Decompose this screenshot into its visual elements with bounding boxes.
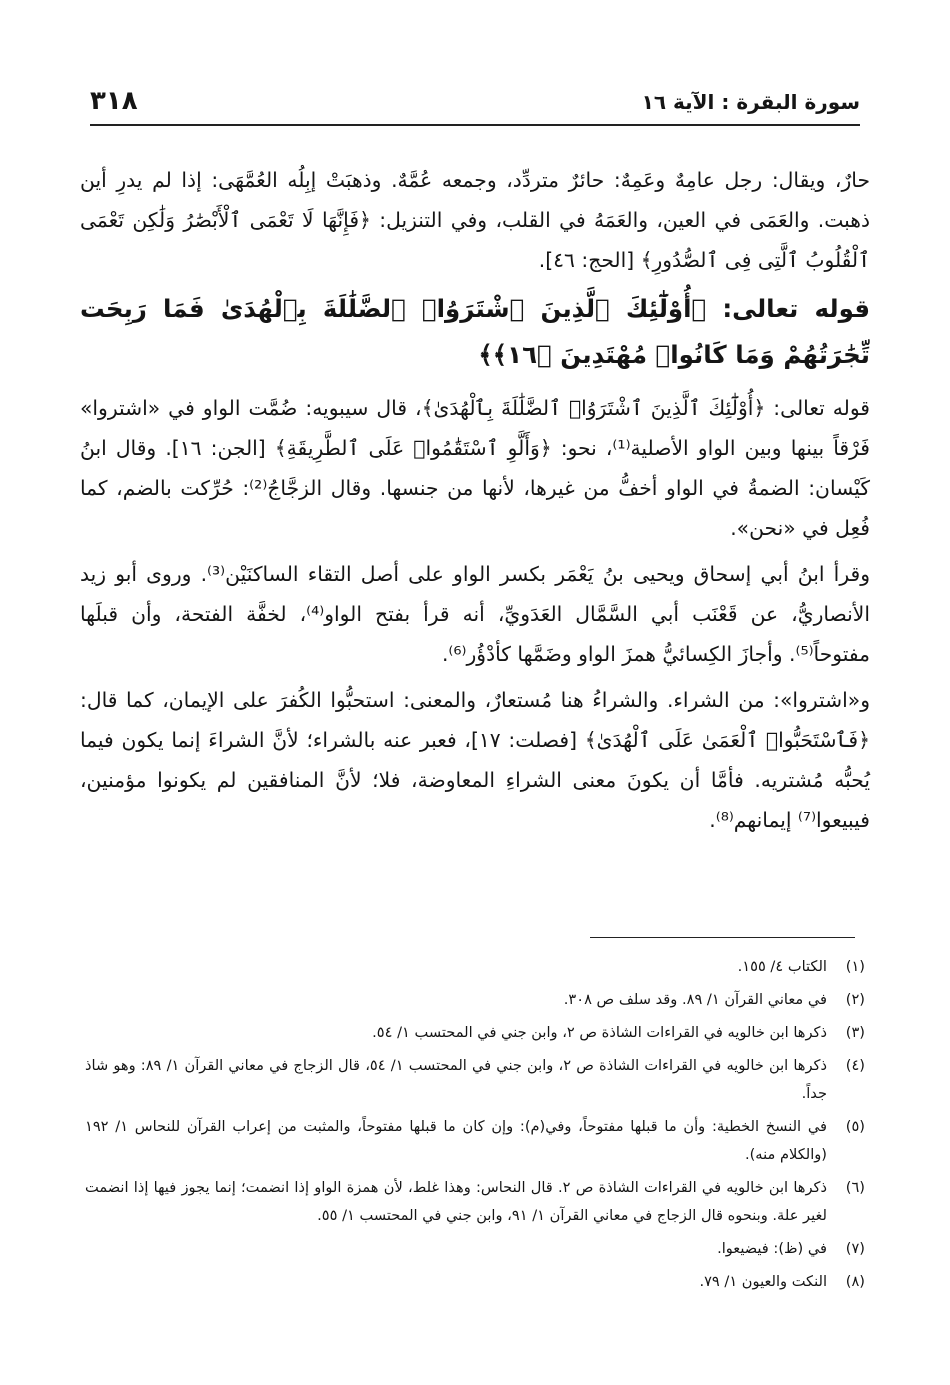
footnote <box>85 1235 865 1263</box>
footnote-text: في النسخ الخطية: وأن ما قبلها مفتوحاً، وفي(م): وإن كان ما قبلها مفتوحاً، والمثبت من إعراب القرآن للنحاس ١/ ١٩٢ (والكلام منه). <box>85 1118 827 1163</box>
footnote-text: في (ظ): فيضيعوا. <box>717 1240 827 1257</box>
verse-heading: قوله تعالى: ﴿أُوْلَٰٓئِكَ ٱلَّذِينَ ٱشْتَرَوُا۟ ٱلضَّلَٰلَةَ بِٱلْهُدَىٰ فَمَا رَبِحَت تِّجَٰرَتُهُمْ وَمَا كَانُوا۟ مُهْتَدِينَ ﴿١٦﴾﴾ <box>80 294 870 369</box>
footnote-text: في معاني القرآن ١/ ٨٩. وقد سلف ص ٣٠٨. <box>563 991 827 1008</box>
footnote <box>85 986 865 1014</box>
footnote-number: (١) <box>845 958 865 975</box>
footnote <box>85 1019 865 1047</box>
footnote-number: (٧) <box>845 1240 865 1257</box>
footnotes <box>85 953 865 1301</box>
footnote <box>85 1174 865 1230</box>
footnote-divider <box>590 937 855 938</box>
footnote <box>85 953 865 981</box>
running-title: سورة البقرة : الآية ١٦ <box>641 90 860 114</box>
page-header <box>90 84 860 126</box>
footnote-number: (٦) <box>845 1179 865 1196</box>
footnote <box>85 1113 865 1169</box>
paragraph-2: قوله تعالى: ﴿أُوْلَٰٓئِكَ ٱلَّذِينَ ٱشْتَرَوُا۟ ٱلضَّلَٰلَةَ بِٱلْهُدَىٰ﴾، قال سيبويه: ضُمَّت الواو في «اشتروا» فَرْقاً بينها وبين الواو الأصلية⁽¹⁾، نحو: ﴿وَأَلَّوِ ٱسْتَقَٰمُوا۟ عَلَى ٱلطَّرِيقَةِ﴾ [الجن: ١٦]. وقال ابنُ كَيْسان: الضمةُ في الواو أخفُّ من غيرها، لأنها من جنسها. وقال الزجَّاجُ⁽²⁾: حُرِّكت بالضم، كما فُعِل في «نحن». <box>80 396 870 540</box>
paragraph-4: و«اشتروا»: من الشراء. والشراءُ هنا مُستعارٌ، والمعنى: استحبُّوا الكُفرَ على الإيمان، كما قال: ﴿فَٱسْتَحَبُّوا۟ ٱلْعَمَىٰ عَلَى ٱلْهُدَىٰ﴾ [فصلت: ١٧]، فعبر عنه بالشراء؛ لأنَّ الشراءَ إنما يكون فيما يُحبُّه مُشتريه. فأمَّا أن يكونَ معنى الشراءِ المعاوضة، فلا؛ لأنَّ المنافقين لم يكونوا مؤمنين، فيبيعوا⁽⁷⁾ إيمانهم⁽⁸⁾. <box>80 688 870 832</box>
paragraph-1: حارٌ، ويقال: رجل عامِهٌ وعَمِهٌ: حائرٌ متردِّد، وجمعه عُمَّهٌ. وذهبَتْ إبِلُه العُمَّهَى: إذا لم يدرِ أين ذهبت. والعَمَى في العين، والعَمَهُ في القلب، وفي التنزيل: ﴿فَإِنَّهَا لَا تَعْمَى ٱلْأَبْصَٰرُ وَلَٰكِن تَعْمَى ٱلْقُلُوبُ ٱلَّتِى فِى ٱلصُّدُورِ﴾ [الحج: ٤٦]. <box>80 168 870 272</box>
footnote <box>85 1268 865 1296</box>
footnote <box>85 1052 865 1108</box>
footnote-text: النكت والعيون ١/ ٧٩. <box>699 1273 827 1290</box>
footnote-number: (٢) <box>845 991 865 1008</box>
footnote-number: (٣) <box>845 1024 865 1041</box>
footnote-number: (٥) <box>845 1118 865 1135</box>
page-number: ٣١٨ <box>90 86 138 116</box>
paragraph-3: وقرأ ابنُ أبي إسحاق ويحيى بنُ يَعْمَر بكسر الواو على أصل التقاء الساكنَيْن⁽³⁾. وروى أبو زيد الأنصاريُّ، عن قَعْنَب أبي السَّمَّال العَدَويِّ، أنه قرأ بفتح الواو⁽⁴⁾، لخفَّة الفتحة، وأن قبلَها مفتوحاً⁽⁵⁾. وأجازَ الكِسائيُّ همزَ الواو وضَمَّها كأدْؤُر⁽⁶⁾. <box>80 562 870 666</box>
footnote-text: ذكرها ابن خالويه في القراءات الشاذة ص ٢. قال النحاس: وهذا غلط، لأن همزة الواو إذا انضمت؛ إنما يجوز فيها إذا انضمت لغير علة. وبنحوه قال الزجاج في معاني القرآن ١/ ٩١، وابن جني في المحتسب ١/ ٥٥. <box>85 1179 827 1224</box>
footnote-number: (٨) <box>845 1273 865 1290</box>
footnote-text: ذكرها ابن خالويه في القراءات الشاذة ص ٢، وابن جني في المحتسب ١/ ٥٤. <box>372 1024 827 1041</box>
footnote-text: الكتاب ٤/ ١٥٥. <box>737 958 827 975</box>
footnote-text: ذكرها ابن خالويه في القراءات الشاذة ص ٢، وابن جني في المحتسب ١/ ٥٤، قال الزجاج في معاني القرآن ١/ ٨٩: وهو شاذ جداً. <box>85 1057 827 1102</box>
footnote-number: (٤) <box>845 1057 865 1074</box>
main-text <box>80 160 870 840</box>
